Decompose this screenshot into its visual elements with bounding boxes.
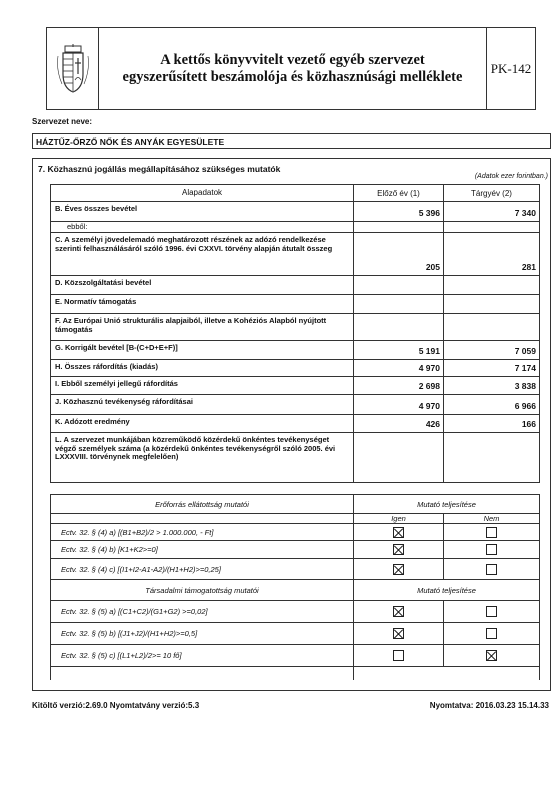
yes-checkbox[interactable]: [393, 628, 404, 639]
trailing-empty-row: [50, 667, 540, 680]
indicator-grid: [50, 494, 540, 680]
yes-checkbox[interactable]: [393, 650, 404, 661]
row-previous-value: 426: [354, 415, 444, 432]
row-label: K. Adózott eredmény: [51, 415, 354, 432]
row-current-value: [444, 222, 539, 232]
row-previous-value: 4 970: [354, 360, 444, 376]
row-label: G. Korrigált bevétel [B-(C+D+E+F)]: [51, 341, 354, 359]
row-current-value: 7 340: [514, 208, 536, 218]
row-current-value: [444, 295, 539, 313]
form-code: PK-142: [486, 28, 535, 109]
form-header: [46, 27, 536, 110]
spacer-cell: [51, 514, 354, 523]
column-header-current-year: Tárgyév (2): [471, 188, 512, 198]
social-indicator-row: [50, 645, 540, 667]
social-indicator-row: [50, 601, 540, 623]
table-row: [50, 395, 540, 415]
resource-indicator-row: [50, 524, 540, 541]
row-label: ebből:: [51, 222, 354, 232]
no-checkbox[interactable]: [486, 606, 497, 617]
row-current-value: 3 838: [514, 381, 536, 391]
row-previous-value: [354, 276, 444, 294]
row-label: H. Összes ráfordítás (kiadás): [51, 360, 354, 376]
table-header-row: [50, 184, 540, 202]
table-row: [50, 341, 540, 360]
no-checkbox[interactable]: [486, 628, 497, 639]
row-current-value: 6 966: [514, 401, 536, 411]
column-header-base-data: Alapadatok: [51, 185, 354, 201]
yes-checkbox[interactable]: [393, 527, 404, 538]
row-previous-value: [354, 314, 444, 340]
organization-name-field: HÁZTŰZ-ŐRZŐ NŐK ÉS ANYÁK EGYESÜLETE: [32, 133, 551, 149]
print-timestamp: Nyomtatva: 2016.03.23 15.14.33: [429, 701, 549, 710]
row-label: D. Közszolgáltatási bevétel: [51, 276, 354, 294]
resource-indicator-row: [50, 541, 540, 559]
no-checkbox[interactable]: [486, 527, 497, 538]
yes-checkbox[interactable]: [393, 544, 404, 555]
resource-fulfilment-heading: Mutató teljesítése: [417, 499, 476, 509]
no-checkbox[interactable]: [486, 564, 497, 575]
spacer-cell: [51, 667, 354, 680]
social-heading: Társadalmi támogatottság mutatói: [51, 580, 354, 600]
table-row: [50, 415, 540, 433]
indicator-label: Ectv. 32. § (4) b) [K1+K2>=0]: [51, 541, 354, 558]
indicator-label: Ectv. 32. § (5) b) [(J1+J2)/(H1+H2)>=0,5]: [51, 623, 354, 644]
form-title: [99, 28, 486, 109]
indicator-label: Ectv. 32. § (5) c) [(L1+L2)/2>= 10 fő]: [51, 645, 354, 666]
table-row: [50, 360, 540, 377]
resource-heading: Erőforrás ellátottság mutatói: [51, 495, 354, 513]
resource-indicator-row: [50, 559, 540, 580]
row-previous-value: 2 698: [354, 377, 444, 394]
table-row: [50, 276, 540, 295]
row-previous-value: 205: [354, 233, 444, 275]
row-label: C. A személyi jövedelemadó meghatározott részének az adózó rendelkezése szerinti felhasználásáról szóló 1996. évi CXXVI. törvény alapján átutalt összeg: [51, 233, 354, 275]
row-current-value: [444, 276, 539, 294]
software-version: Kitöltő verzió:2.69.0 Nyomtatvány verzió:5.3: [32, 701, 200, 710]
spacer-cell: [444, 667, 539, 680]
form-title-line-2: egyszerűsített beszámolója és közhasznúsági melléklete: [122, 68, 463, 85]
social-fulfilment-heading: Mutató teljesítése: [417, 585, 476, 595]
row-current-value: 7 174: [514, 363, 536, 373]
resource-heading-row: [50, 494, 540, 514]
indicator-label: Ectv. 32. § (4) c) [(I1+I2-A1-A2)/(H1+H2)>=0,25]: [51, 559, 354, 579]
social-indicator-row: [50, 623, 540, 645]
table-row: [50, 314, 540, 341]
no-column-label: Nem: [483, 514, 500, 523]
row-current-value: [444, 314, 539, 340]
row-previous-value: 4 970: [354, 395, 444, 414]
row-previous-value: 5 396: [354, 202, 444, 221]
row-previous-value: [354, 433, 444, 482]
row-previous-value: [354, 222, 444, 232]
row-label: J. Közhasznú tevékenység ráfordításai: [51, 395, 354, 414]
yes-checkbox[interactable]: [393, 606, 404, 617]
row-previous-value: [354, 295, 444, 313]
row-current-value: 166: [521, 419, 536, 429]
no-checkbox[interactable]: [486, 544, 497, 555]
table-row: [50, 233, 540, 276]
row-label: E. Normatív támogatás: [51, 295, 354, 313]
row-previous-value: 5 191: [354, 341, 444, 359]
section-title: 7. Közhasznú jogállás megállapításához szükséges mutatók: [38, 164, 281, 174]
no-checkbox[interactable]: [486, 650, 497, 661]
row-label: F. Az Európai Unió strukturális alapjaiból, illetve a Kohéziós Alapból nyújtott támogatás: [51, 314, 354, 340]
indicator-label: Ectv. 32. § (4) a) [(B1+B2)/2 > 1.000.000, - Ft]: [51, 524, 354, 540]
indicator-label: Ectv. 32. § (5) a) [(C1+C2)/(G1+G2) >=0,02]: [51, 601, 354, 622]
base-data-table: [50, 184, 540, 483]
spacer-cell: [354, 667, 444, 680]
table-row: [50, 377, 540, 395]
indicators-section: [32, 158, 551, 691]
row-current-value: 7 059: [514, 346, 536, 356]
table-row: [50, 202, 540, 222]
row-label: B. Éves összes bevétel: [51, 202, 354, 221]
table-row: [50, 222, 540, 233]
table-row: [50, 433, 540, 483]
yes-column-label: Igen: [354, 514, 444, 523]
row-label: I. Ebből személyi jellegű ráfordítás: [51, 377, 354, 394]
table-row: [50, 295, 540, 314]
yes-checkbox[interactable]: [393, 564, 404, 575]
form-title-line-1: A kettős könyvvitelt vezető egyéb szervezet: [160, 51, 425, 68]
coat-of-arms-icon: [47, 28, 99, 109]
column-header-previous-year: Előző év (1): [354, 185, 444, 201]
unit-note: (Adatok ezer forintban.): [474, 173, 548, 180]
row-label: L. A szervezet munkájában közreműködő közérdekű önkéntes tevékenységet végző személyek száma (a közérdekű önkéntes tevékenységről szóló 2005. évi LXXXVIII. törvénynek megfelelően): [51, 433, 354, 482]
row-current-value: 281: [521, 262, 536, 272]
yes-no-header-row: [50, 514, 540, 524]
social-heading-row: [50, 580, 540, 601]
row-current-value: [444, 433, 539, 482]
organization-label: Szervezet neve:: [32, 117, 93, 126]
